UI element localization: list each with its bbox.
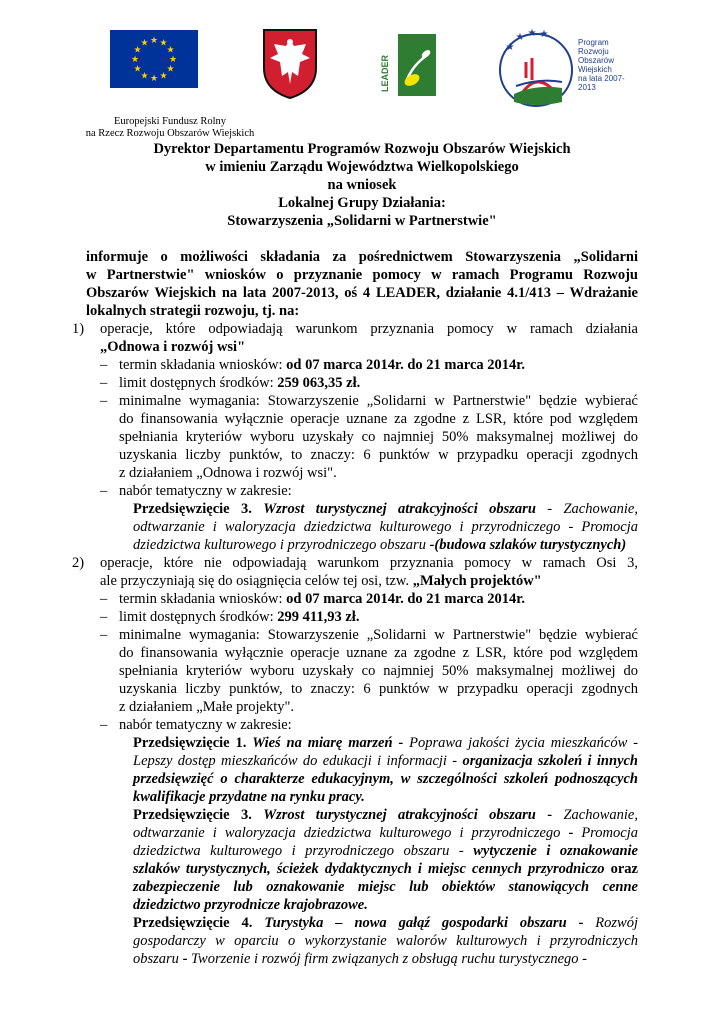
dash-bullet: – <box>100 375 108 391</box>
wielkopolska-coat-of-arms-logo <box>262 28 318 100</box>
theme-label: Przedsięwzięcie 1. <box>133 735 253 751</box>
limit-value: 259 063,35 zł. <box>277 375 361 391</box>
theme-label: Przedsięwzięcie 4. <box>133 915 265 931</box>
requirements-line: z działaniem „Małe projekty". <box>119 699 295 715</box>
theme-block <box>86 500 638 554</box>
requirements-line: do finansowania wyłącznie operacje uznane za zgodne z LSR, które pod względem <box>119 411 638 427</box>
deadline-value: od 07 marca 2014r. do 21 marca 2014r. <box>286 357 525 373</box>
prow-text-line: na lata 2007-2013 <box>578 74 625 92</box>
svg-text:★: ★ <box>539 29 549 40</box>
theme-description: - Zachowanie, odtwarzanie i waloryzacja dziedzictwa kulturowego i przyrodniczego - Promocja dziedzictwa kulturowego i przyrodniczego obszaru <box>133 501 638 553</box>
svg-text:★: ★ <box>133 64 142 75</box>
requirements-line: spełniania kryteriów wyboru uzyskały co najmniej 50% maksymalnej możliwej do <box>119 429 638 445</box>
theme-title: Turystyka – nowa gałąź gospodarki obszaru <box>264 915 567 931</box>
requirements-line: z działaniem „Odnowa i rozwój wsi". <box>119 465 337 481</box>
limit-label: limit dostępnych środków: <box>119 609 278 625</box>
leader-text: LEADER <box>380 54 390 92</box>
deadline-label: termin składania wniosków: <box>119 591 287 607</box>
header-line: na wniosek <box>327 177 397 193</box>
requirements-item <box>86 626 638 716</box>
deadline-item <box>86 356 638 374</box>
document-header <box>0 140 724 230</box>
announcement-body <box>72 248 638 968</box>
dash-bullet: – <box>100 591 108 607</box>
requirements-line: minimalne wymagania: Stowarzyszenie „Solidarni w Partnerstwie" będzie wybierać <box>119 627 638 643</box>
theme-block-1 <box>86 734 638 806</box>
prow-text-line: Obszarów <box>578 56 615 65</box>
requirements-line: uzyskania liczby punktów, to znaczy: 6 punktów w przypadku operacji zgodnych <box>119 447 638 463</box>
nabor-item <box>86 716 638 734</box>
eagle-shield-icon <box>262 28 318 100</box>
list-item-2 <box>72 554 638 590</box>
prow-text-line: Program <box>578 38 609 47</box>
dash-bullet: – <box>100 609 108 625</box>
theme-emphasis: zabezpieczenie lub oznakowanie miejsc lub obiektów stanowiących cenne dziedzictwo przyrodnicze krajobrazowe. <box>133 879 638 913</box>
intro-line: w Partnerstwie" wniosków o przyznanie pomocy w ramach Programu Rozwoju <box>86 267 638 283</box>
item-title: „Odnowa i rozwój wsi" <box>100 339 246 355</box>
theme-block-4 <box>86 914 638 968</box>
requirements-line: minimalne wymagania: Stowarzyszenie „Solidarni w Partnerstwie" będzie wybierać <box>119 393 638 409</box>
intro-line: lokalnych strategii rozwoju, tj. na: <box>86 303 300 319</box>
item-text: operacje, które odpowiadają warunkom przyznania pomocy w ramach działania <box>100 321 638 337</box>
theme-title: Wzrost turystycznej atrakcyjności obszaru <box>263 501 536 517</box>
prow-text-line: Rozwoju <box>578 47 609 56</box>
item-text: operacje, które nie odpowiadają warunkom przyznania pomocy w ramach Osi 3, <box>100 555 638 571</box>
requirements-item <box>86 392 638 482</box>
theme-description: Rozwój gospodarczy w oparciu o wykorzystanie walorów kulturowych i przyrodniczych obszaru <box>133 915 638 967</box>
eu-flag-logo <box>110 30 198 88</box>
theme-emphasis: organizacja szkoleń i innych przedsięwzięć o charakterze edukacyjnym, w szczególności szkoleń podnoszących kwalifikacje przydatne na rynku pracy. <box>133 753 638 805</box>
item-number: 2) <box>72 555 85 571</box>
theme-label: Przedsięwzięcie 3. <box>133 807 264 823</box>
item-title: „Małych projektów" <box>412 573 542 589</box>
limit-label: limit dostępnych środków: <box>119 375 278 391</box>
theme-dash: - <box>568 825 582 841</box>
theme-dash: - <box>535 807 564 823</box>
deadline-label: termin składania wniosków: <box>119 357 287 373</box>
svg-text:★: ★ <box>149 74 159 84</box>
theme-emphasis: wytyczenie i oznakowanie szlaków turystycznych, ścieżek dydaktycznych i miejsc cennych przyrodniczo <box>133 843 638 877</box>
svg-text:★: ★ <box>515 32 525 43</box>
limit-item <box>86 374 638 392</box>
limit-item <box>86 608 638 626</box>
svg-text:★: ★ <box>140 38 149 49</box>
dash-bullet: – <box>100 483 108 499</box>
theme-block-3 <box>86 806 638 914</box>
prow-logo <box>496 26 636 110</box>
prow-text-line: Wiejskich <box>578 65 612 74</box>
nabor-item <box>86 482 638 500</box>
theme-tail: -(budowa szlaków turystycznych) <box>429 537 627 553</box>
nabor-label: nabór tematyczny w zakresie: <box>119 717 292 733</box>
deadline-item <box>86 590 638 608</box>
dash-bullet: – <box>100 627 108 643</box>
svg-text:★: ★ <box>149 36 159 46</box>
item-text: ale przyczyniają się do osiągnięcia celów tej osi, tzw. <box>100 573 413 589</box>
svg-text:★: ★ <box>130 55 140 65</box>
theme-label: Przedsięwzięcie 3. <box>133 501 264 517</box>
svg-text:★: ★ <box>166 45 175 56</box>
theme-description: Tworzenie i rozwój firm związanych z obsługą ruchu turystycznego - <box>191 951 587 967</box>
eu-caption-line: na Rzecz Rozwoju Obszarów Wiejskich <box>85 128 255 139</box>
limit-value: 299 411,93 zł. <box>277 609 360 625</box>
svg-text:★: ★ <box>159 38 168 49</box>
svg-text:★: ★ <box>168 55 178 65</box>
requirements-line: uzyskania liczby punktów, to znaczy: 6 punktów w przypadku operacji zgodnych <box>119 681 638 697</box>
intro-line: informuje o możliwości składania za pośrednictwem Stowarzyszenia „Solidarni <box>86 249 638 265</box>
prow-emblem-icon <box>496 26 576 110</box>
dash-bullet: – <box>100 717 108 733</box>
list-item-1 <box>72 320 638 356</box>
header-line: Dyrektor Departamentu Programów Rozwoju Obszarów Wiejskich <box>153 141 571 157</box>
header-line: w imieniu Zarządu Województwa Wielkopolskiego <box>205 159 519 175</box>
nabor-label: nabór tematyczny w zakresie: <box>119 483 292 499</box>
svg-text:★: ★ <box>505 42 515 53</box>
theme-title: Wzrost turystycznej atrakcyjności obszaru <box>263 807 536 823</box>
eu-stars-icon <box>110 30 198 88</box>
theme-description: Promocja dziedzictwa kulturowego i przyrodniczego obszaru - <box>133 825 638 859</box>
intro-paragraph <box>86 248 638 320</box>
svg-text:★: ★ <box>140 71 149 82</box>
theme-description: Zachowanie, odtwarzanie i waloryzacja dziedzictwa kulturowego i przyrodniczego <box>133 807 638 841</box>
eu-caption-line: Europejski Fundusz Rolny <box>114 116 226 127</box>
svg-text:★: ★ <box>133 45 142 56</box>
dash-bullet: – <box>100 357 108 373</box>
theme-dash: - <box>182 951 192 967</box>
svg-text:★: ★ <box>166 64 175 75</box>
theme-title: Wieś na miarę marzeń <box>252 735 393 751</box>
theme-dash: - <box>392 735 410 751</box>
header-line: Stowarzyszenia „Solidarni w Partnerstwie" <box>227 213 497 229</box>
deadline-value: od 07 marca 2014r. do 21 marca 2014r. <box>286 591 525 607</box>
requirements-line: spełniania kryteriów wyboru uzyskały co najmniej 50% maksymalnej możliwej do <box>119 663 638 679</box>
logo-bar <box>0 26 724 139</box>
svg-text:★: ★ <box>159 71 168 82</box>
item-number: 1) <box>72 321 85 337</box>
eu-caption <box>80 116 260 140</box>
leader-vertical-text <box>378 36 392 96</box>
dash-bullet: – <box>100 393 108 409</box>
theme-dash: - <box>566 915 596 931</box>
theme-description: Poprawa jakości życia mieszkańców - Lepszy dostęp mieszkańców do edukacji i informacji - <box>133 735 638 769</box>
svg-text:★: ★ <box>527 28 537 39</box>
prow-text <box>578 38 636 92</box>
theme-conjunction: oraz <box>610 861 638 877</box>
intro-line: Obszarów Wiejskich na lata 2007-2013, oś 4 LEADER, działanie 4.1/413 – Wdrażanie <box>86 285 638 301</box>
requirements-line: do finansowania wyłącznie operacje uznane za zgodne z LSR, które pod względem <box>119 645 638 661</box>
header-line: Lokalnej Grupy Działania: <box>278 195 446 211</box>
